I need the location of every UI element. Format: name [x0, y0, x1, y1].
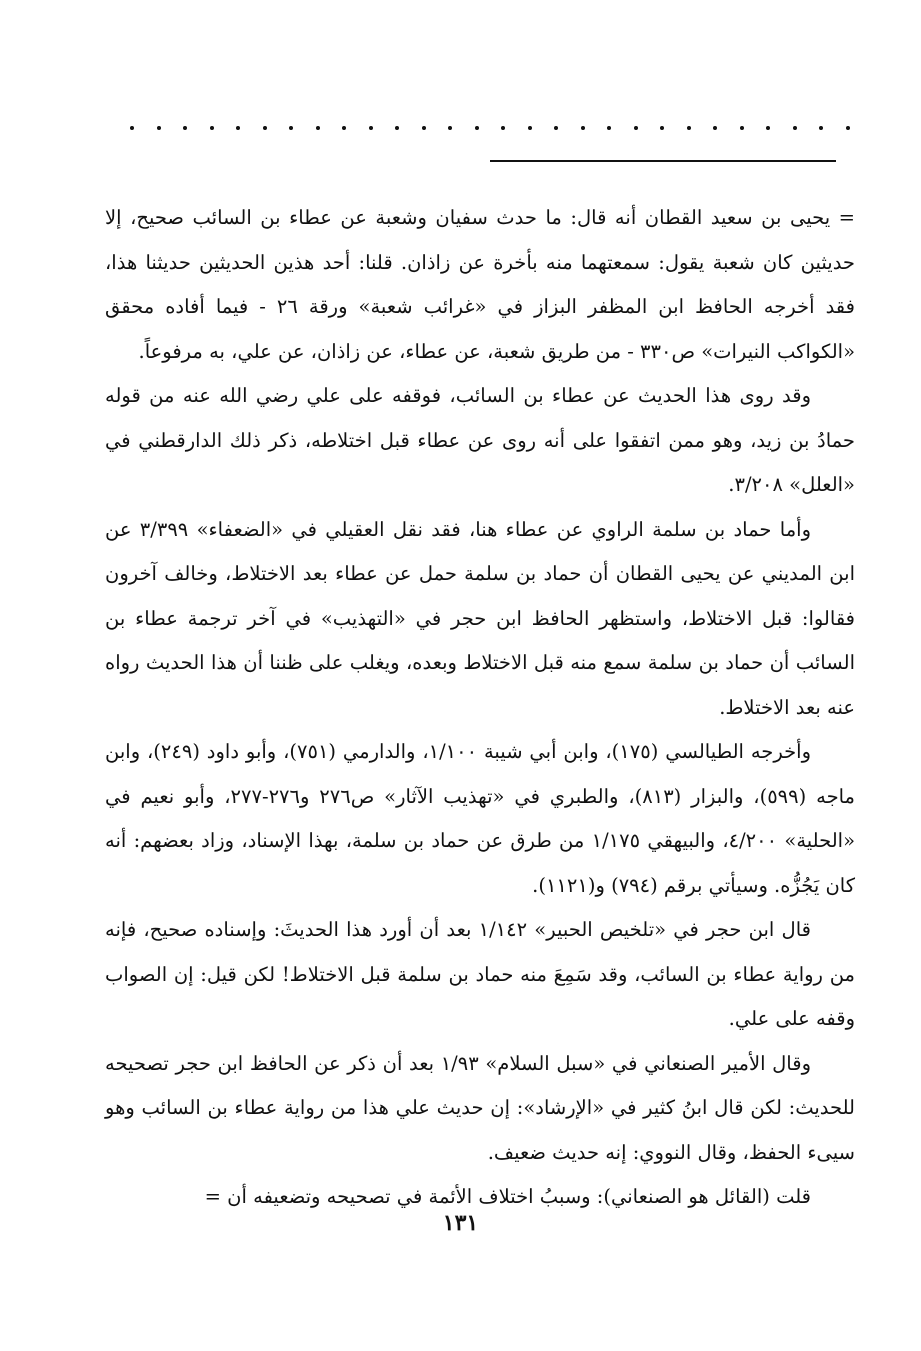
separator-dot [607, 126, 611, 130]
footnote-paragraph-1: = يحيى بن سعيد القطان أنه قال: ما حدث سفيان وشعبة عن عطاء بن السائب صحيح، إلا حديثين كان شعبة يقول: سمعتهما منه بأخرة عن زاذان. قلنا: أحد هذين الحديثين حديثنا هذا، فقد أخرجه الحافظ ابن المظفر البزاز في «غرائب شعبة» ورقة ٢٦ - فيما أفاده محقق «الكواكب النيرات» ص٣٣٠ - من طريق شعبة، عن عطاء، عن زاذان، عن علي، به مرفوعاً. [105, 206, 855, 363]
separator-dot [634, 126, 638, 130]
separator-dot [819, 126, 823, 130]
separator-dot [183, 126, 187, 130]
separator-dot [581, 126, 585, 130]
separator-dot [660, 126, 664, 130]
separator-dot [157, 126, 161, 130]
separator-dot [342, 126, 346, 130]
footnotes-body [105, 196, 855, 1220]
footnote-paragraph-3: وأما حماد بن سلمة الراوي عن عطاء هنا، فقد نقل العقيلي في «الضعفاء» ٣/٣٩٩ عن ابن المديني عن يحيى القطان أن حماد بن سلمة حمل عن عطاء بعد الاختلاط، وخالف آخرون فقالوا: قبل الاختلاط، واستظهر الحافظ ابن حجر في «التهذيب» في آخر ترجمة عطاء بن السائب أن حماد بن سلمة سمع منه قبل الاختلاط وبعده، ويغلب على ظننا أن هذا الحديث رواه عنه بعد الاختلاط. [105, 517, 855, 719]
separator-dot [687, 126, 691, 130]
footnote-rule [490, 160, 836, 162]
footnote-paragraph-5: قال ابن حجر في «تلخيص الحبير» ١/١٤٢ بعد أن أورد هذا الحديثَ: وإسناده صحيح، فإنه من رواية عطاء بن السائب، وقد سَمِعَ منه حماد بن سلمة قبل الاختلاط! لكن قيل: إن الصواب وقفه على علي. [105, 918, 855, 1030]
separator-dot [766, 126, 770, 130]
page-number: ١٣١ [442, 1210, 479, 1236]
separator-dot [740, 126, 744, 130]
separator-dot [448, 126, 452, 130]
separator-dot [713, 126, 717, 130]
separator-dot [475, 126, 479, 130]
footnote-paragraph-2: وقد روى هذا الحديث عن عطاء بن السائب، فوقفه على علي رضي الله عنه من قوله حمادُ بن زيد، وهو ممن اتفقوا على أنه روى عن عطاء قبل اختلاطه، ذكر ذلك الدارقطني في «العلل» ٣/٢٠٨. [105, 384, 855, 496]
dotted-separator [130, 118, 850, 138]
separator-dot [501, 126, 505, 130]
separator-dot [236, 126, 240, 130]
footnote-paragraph-7: قلت (القائل هو الصنعاني): وسببُ اختلاف الأئمة في تصحيحه وتضعيفه أن = [204, 1185, 811, 1208]
separator-dot [846, 126, 850, 130]
separator-dot [793, 126, 797, 130]
footnote-paragraph-4: وأخرجه الطيالسي (١٧٥)، وابن أبي شيبة ١/١٠٠، والدارمي (٧٥١)، وأبو داود (٢٤٩)، وابن ماجه (٥٩٩)، والبزار (٨١٣)، والطبري في «تهذيب الآثار» ص٢٧٦ و٢٧٦-٢٧٧، وأبو نعيم في «الحلية» ٤/٢٠٠، والبيهقي ١/١٧٥ من طرق عن حماد بن سلمة، بهذا الإسناد، وزاد بعضهم: أنه كان يَجُزُّه. وسيأتي برقم (٧٩٤) و(١١٢١). [105, 740, 856, 897]
separator-dot [528, 126, 532, 130]
separator-dot [316, 126, 320, 130]
separator-dot [422, 126, 426, 130]
separator-dot [554, 126, 558, 130]
footnote-paragraph-6: وقال الأمير الصنعاني في «سبل السلام» ١/٩٣ بعد أن ذكر عن الحافظ ابن حجر تصحيحه للحديث: لكن قال ابنُ كثير في «الإرشاد»: إن حديث علي هذا من رواية عطاء بن السائب وهو سيىء الحفظ، وقال النووي: إنه حديث ضعيف. [105, 1051, 855, 1164]
separator-dot [210, 126, 214, 130]
separator-dot [395, 126, 399, 130]
separator-dot [289, 126, 293, 130]
separator-dot [263, 126, 267, 130]
separator-dot [369, 126, 373, 130]
separator-dot [130, 126, 134, 130]
